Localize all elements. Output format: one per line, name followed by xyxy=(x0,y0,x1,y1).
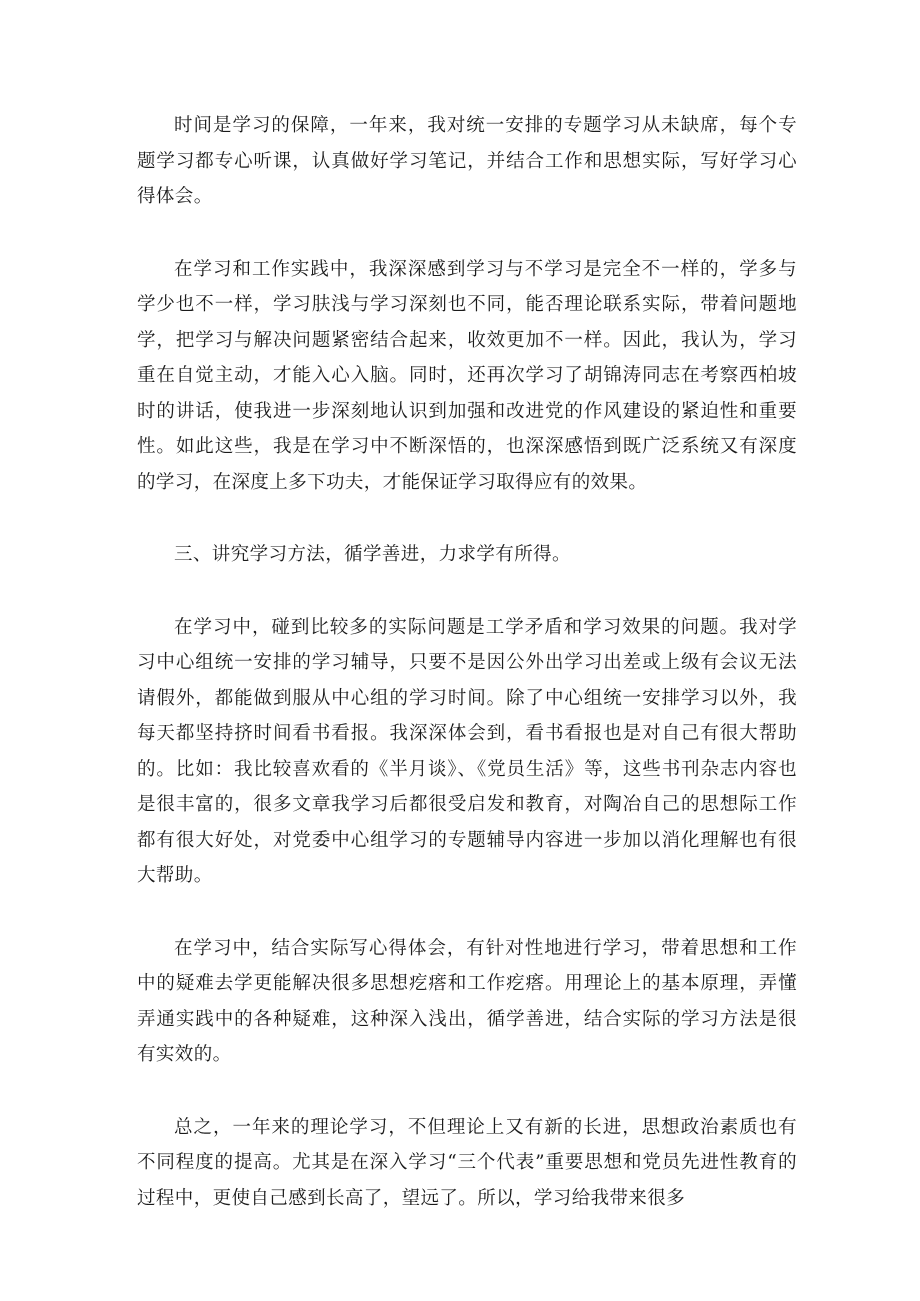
paragraph-reflection-writing: 在学习中，结合实际写心得体会，有针对性地进行学习，带着思想和工作中的疑难去学更能解决很多思想疙瘩和工作疙瘩。用理论上的基本原理，弄懂弄通实践中的各种疑难，这种深入浅出，循学善进，结合实际的学习方法是很有实效的。 xyxy=(137,937,797,1065)
document-body xyxy=(137,108,797,1253)
section-heading-study-method: 三、讲究学习方法，循学善进，力求学有所得。 xyxy=(174,544,571,565)
paragraph-study-practice: 在学习和工作实践中，我深深感到学习与不学习是完全不一样的，学多与学少也不一样，学习肤浅与学习深刻也不同，能否理论联系实际，带着问题地学，把学习与解决问题紧密结合起来，收效更加不一样。因此，我认为，学习重在自觉主动，才能入心入脑。同时，还再次学习了胡锦涛同志在考察西柏坡时的讲话，使我进一步深刻地认识到加强和改进党的作风建设的紧迫性和重要性。如此这些，我是在学习中不断深悟的，也深深感悟到既广泛系统又有深度的学习，在深度上多下功夫，才能保证学习取得应有的效果。 xyxy=(137,258,797,493)
paragraph-conclusion: 总之，一年来的理论学习，不但理论上又有新的长进，思想政治素质也有不同程度的提高。尤其是在深入学习“三个代表”重要思想和党员先进性教育的过程中，更使自己感到长高了，望远了。所以，学习给我带来很多 xyxy=(137,1116,797,1209)
paragraph-work-study-conflict: 在学习中，碰到比较多的实际问题是工学矛盾和学习效果的问题。我对学习中心组统一安排的学习辅导，只要不是因公外出学习出差或上级有会议无法请假外，都能做到服从中心组的学习时间。除了中心组统一安排学习以外，我每天都坚持挤时间看书看报。我深深体会到，看书看报也是对自己有很大帮助的。比如：我比较喜欢看的《半月谈》、《党员生活》等，这些书刊杂志内容也是很丰富的，很多文章我学习后都很受启发和教育，对陶冶自己的思想际工作都有很大好处，对党委中心组学习的专题辅导内容进一步加以消化理解也有很大帮助。 xyxy=(137,616,797,886)
paragraph-study-time: 时间是学习的保障，一年来，我对统一安排的专题学习从未缺席，每个专题学习都专心听课，认真做好学习笔记，并结合工作和思想实际，写好学习心得体会。 xyxy=(137,115,797,207)
